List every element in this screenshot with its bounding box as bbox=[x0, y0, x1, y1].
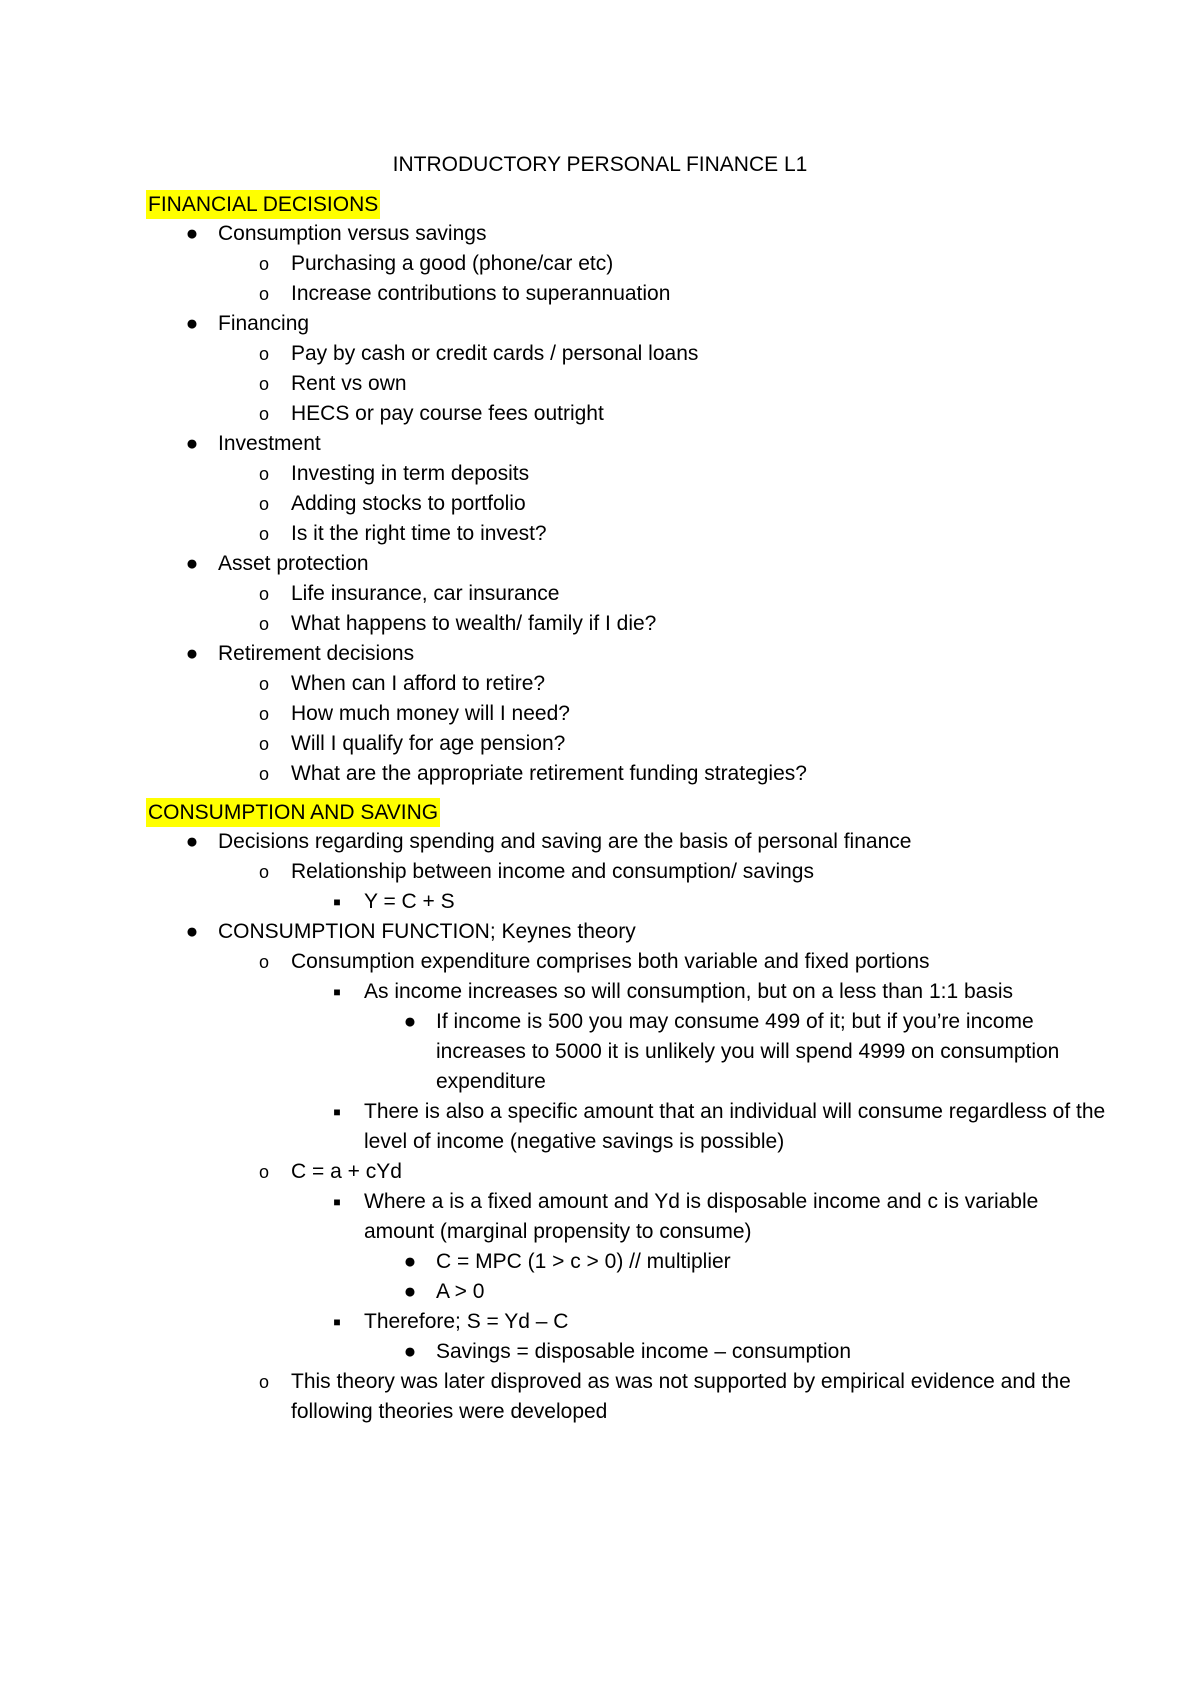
list-marker: o bbox=[258, 734, 269, 754]
list-marker: o bbox=[258, 674, 269, 694]
list-marker: ■ bbox=[333, 1315, 341, 1329]
list-item-text: There is also a specific amount that an individual will consume regardless of the level of income (negative savings is possible) bbox=[364, 1100, 1106, 1153]
list-marker: o bbox=[258, 862, 269, 882]
list-marker: ● bbox=[403, 1010, 417, 1033]
list-item-level-1 bbox=[146, 429, 1106, 459]
list-marker: ■ bbox=[333, 985, 341, 999]
list-item-text: Pay by cash or credit cards / personal loans bbox=[291, 342, 699, 365]
list-marker: ■ bbox=[333, 1105, 341, 1119]
list-item-level-2 bbox=[146, 249, 1106, 279]
list-item-level-1 bbox=[146, 309, 1106, 339]
list-item-level-2 bbox=[146, 609, 1106, 639]
list-item-level-1 bbox=[146, 917, 1106, 947]
list-marker: o bbox=[258, 464, 269, 484]
list-item-level-3 bbox=[146, 1307, 1106, 1337]
list-marker: o bbox=[258, 584, 269, 604]
list-marker: o bbox=[258, 404, 269, 424]
list-item-text: Asset protection bbox=[218, 552, 369, 575]
bullet-list bbox=[146, 827, 1106, 1427]
list-item-text: HECS or pay course fees outright bbox=[291, 402, 604, 425]
list-item-text: What happens to wealth/ family if I die? bbox=[291, 612, 657, 635]
list-marker: o bbox=[258, 344, 269, 364]
list-marker: o bbox=[258, 494, 269, 514]
list-marker: o bbox=[258, 764, 269, 784]
list-item-level-4 bbox=[146, 1247, 1106, 1277]
list-item-text: Life insurance, car insurance bbox=[291, 582, 560, 605]
list-item-level-3 bbox=[146, 1097, 1106, 1157]
list-item-text: A > 0 bbox=[436, 1280, 485, 1303]
list-item-level-2 bbox=[146, 279, 1106, 309]
list-marker: ● bbox=[403, 1340, 417, 1363]
list-marker: o bbox=[258, 284, 269, 304]
list-marker: ● bbox=[185, 222, 199, 245]
list-item-level-4 bbox=[146, 1277, 1106, 1307]
list-item-level-2 bbox=[146, 519, 1106, 549]
list-marker: o bbox=[258, 952, 269, 972]
list-marker: ● bbox=[403, 1250, 417, 1273]
list-item-text: What are the appropriate retirement funding strategies? bbox=[291, 762, 807, 785]
section-consumption-and-saving bbox=[146, 798, 1106, 1427]
list-item-text: C = a + cYd bbox=[291, 1160, 402, 1183]
list-marker: o bbox=[258, 374, 269, 394]
list-item-text: This theory was later disproved as was not supported by empirical evidence and the following theories were developed bbox=[291, 1370, 1071, 1423]
list-item-text: Purchasing a good (phone/car etc) bbox=[291, 252, 614, 275]
list-item-text: CONSUMPTION FUNCTION; Keynes theory bbox=[218, 920, 636, 943]
list-item-level-3 bbox=[146, 977, 1106, 1007]
list-item-text: Rent vs own bbox=[291, 372, 407, 395]
list-marker: ■ bbox=[333, 895, 341, 909]
list-item-text: Consumption expenditure comprises both variable and fixed portions bbox=[291, 950, 930, 973]
list-item-text: Will I qualify for age pension? bbox=[291, 732, 566, 755]
list-item-level-2 bbox=[146, 947, 1106, 977]
list-item-text: Relationship between income and consumption/ savings bbox=[291, 860, 814, 883]
list-marker: ● bbox=[185, 432, 199, 455]
list-item-level-3 bbox=[146, 1187, 1106, 1247]
list-marker: ● bbox=[185, 552, 199, 575]
list-item-level-2 bbox=[146, 579, 1106, 609]
list-item-level-2 bbox=[146, 339, 1106, 369]
bullet-list bbox=[146, 219, 1106, 789]
list-marker: o bbox=[258, 704, 269, 724]
list-item-level-1 bbox=[146, 639, 1106, 669]
list-item-level-2 bbox=[146, 857, 1106, 887]
list-item-level-1 bbox=[146, 827, 1106, 857]
list-item-text: Decisions regarding spending and saving are the basis of personal finance bbox=[218, 830, 912, 853]
list-item-level-4 bbox=[146, 1007, 1106, 1097]
list-marker: o bbox=[258, 1372, 269, 1392]
list-marker: o bbox=[258, 614, 269, 634]
list-item-level-2 bbox=[146, 669, 1106, 699]
list-marker: ● bbox=[185, 830, 199, 853]
page-title: INTRODUCTORY PERSONAL FINANCE L1 bbox=[392, 153, 808, 176]
list-marker: ● bbox=[185, 642, 199, 665]
list-item-level-1 bbox=[146, 219, 1106, 249]
list-marker: o bbox=[258, 254, 269, 274]
list-item-text: Retirement decisions bbox=[218, 642, 415, 665]
list-item-level-3 bbox=[146, 887, 1106, 917]
list-item-text: Investing in term deposits bbox=[291, 462, 530, 485]
list-item-text: When can I afford to retire? bbox=[291, 672, 546, 695]
list-item-level-2 bbox=[146, 1157, 1106, 1187]
list-item-text: Consumption versus savings bbox=[218, 222, 487, 245]
list-marker: ● bbox=[185, 312, 199, 335]
list-item-text: Y = C + S bbox=[364, 890, 455, 913]
list-item-text: Is it the right time to invest? bbox=[291, 522, 547, 545]
list-item-text: Therefore; S = Yd – C bbox=[364, 1310, 569, 1333]
list-item-level-2 bbox=[146, 369, 1106, 399]
list-marker: o bbox=[258, 1162, 269, 1182]
list-item-level-2 bbox=[146, 699, 1106, 729]
list-item-level-4 bbox=[146, 1337, 1106, 1367]
list-item-level-1 bbox=[146, 549, 1106, 579]
list-item-text: Savings = disposable income – consumption bbox=[436, 1340, 851, 1363]
list-item-text: Where a is a fixed amount and Yd is disposable income and c is variable amount (marginal propensity to consume) bbox=[364, 1190, 1039, 1243]
list-item-text: How much money will I need? bbox=[291, 702, 570, 725]
list-item-text: As income increases so will consumption, but on a less than 1:1 basis bbox=[364, 980, 1014, 1003]
list-item-level-2 bbox=[146, 1367, 1106, 1427]
list-item-text: Increase contributions to superannuation bbox=[291, 282, 671, 305]
section-heading: CONSUMPTION AND SAVING bbox=[146, 798, 440, 827]
list-item-text: If income is 500 you may consume 499 of it; but if you’re income increases to 5000 it is unlikely you will spend 4999 on consumption expenditure bbox=[436, 1010, 1060, 1093]
list-marker: o bbox=[258, 524, 269, 544]
list-marker: ■ bbox=[333, 1195, 341, 1209]
list-item-level-2 bbox=[146, 459, 1106, 489]
list-item-text: Adding stocks to portfolio bbox=[291, 492, 526, 515]
list-item-text: Financing bbox=[218, 312, 310, 335]
section-financial-decisions bbox=[146, 190, 1106, 789]
section-heading: FINANCIAL DECISIONS bbox=[146, 190, 380, 219]
list-marker: ● bbox=[403, 1280, 417, 1303]
list-item-text: C = MPC (1 > c > 0) // multiplier bbox=[436, 1250, 731, 1273]
list-item-text: Investment bbox=[218, 432, 321, 455]
list-item-level-2 bbox=[146, 729, 1106, 759]
list-item-level-2 bbox=[146, 399, 1106, 429]
list-marker: ● bbox=[185, 920, 199, 943]
list-item-level-2 bbox=[146, 759, 1106, 789]
list-item-level-2 bbox=[146, 489, 1106, 519]
